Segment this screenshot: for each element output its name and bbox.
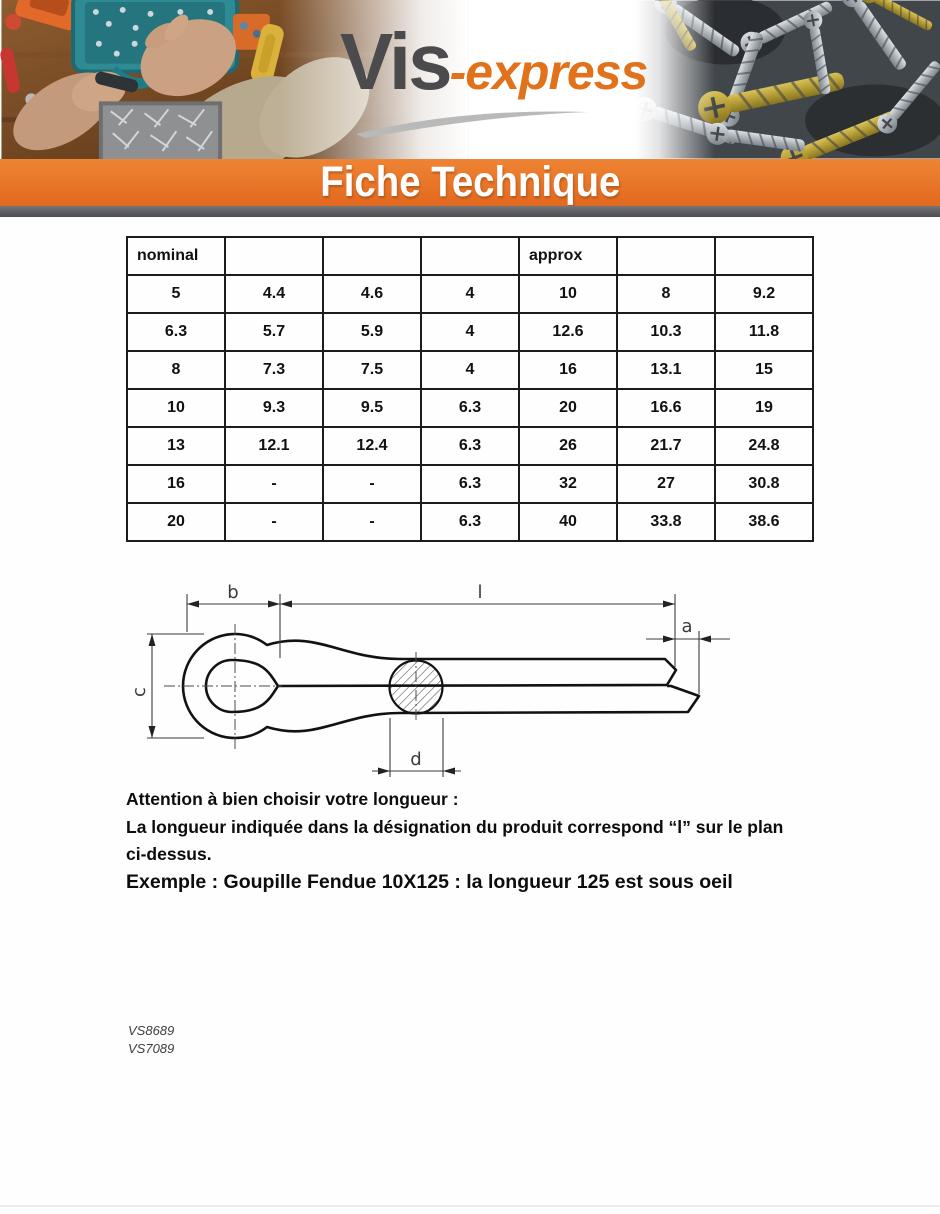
table-cell: 12.6	[519, 313, 617, 351]
table-cell: -	[323, 465, 421, 503]
table-cell: 12.4	[323, 427, 421, 465]
product-code: VS8689	[128, 1023, 175, 1038]
table-cell: -	[225, 503, 323, 541]
table-row	[127, 503, 813, 541]
table-cell: 4	[421, 313, 519, 351]
table-cell: 9.5	[323, 389, 421, 427]
table-cell: 32	[519, 465, 617, 503]
banner	[0, 159, 940, 206]
table-cell: 24.8	[715, 427, 813, 465]
brand-logo	[340, 16, 680, 136]
table-cell: 13.1	[617, 351, 715, 389]
table-cell: 30.8	[715, 465, 813, 503]
brand-name-dark: Vis	[340, 17, 450, 106]
table-cell: 9.3	[225, 389, 323, 427]
table-header-cell	[715, 237, 813, 275]
bottom-rule	[0, 1205, 940, 1207]
table-cell: 9.2	[715, 275, 813, 313]
table-cell: 6.3	[421, 465, 519, 503]
divider-bar	[0, 206, 940, 217]
product-codes	[128, 1022, 174, 1058]
table-row	[127, 389, 813, 427]
table-cell: 6.3	[421, 427, 519, 465]
screws-photo	[635, 0, 940, 159]
table-cell: 38.6	[715, 503, 813, 541]
table-cell: 16	[127, 465, 225, 503]
table-cell: 20	[519, 389, 617, 427]
dimension-label-l: l	[477, 582, 483, 603]
note-line: La longueur indiquée dans la désignation du produit correspond “l” sur le plan	[126, 816, 784, 837]
table-header-cell: approx	[519, 237, 617, 275]
table-cell: 10.3	[617, 313, 715, 351]
header	[0, 0, 940, 159]
dimension-label-d: d	[410, 749, 422, 770]
spec-table	[126, 236, 814, 542]
table-cell: 15	[715, 351, 813, 389]
table-cell: 7.3	[225, 351, 323, 389]
table-header-cell	[225, 237, 323, 275]
length-notes	[126, 786, 856, 896]
table-cell: 10	[127, 389, 225, 427]
dimension-label-b: b	[227, 582, 239, 603]
table-cell: 5.9	[323, 313, 421, 351]
table-cell: 12.1	[225, 427, 323, 465]
table-cell: 6.3	[421, 503, 519, 541]
dimension-label-c: c	[129, 687, 150, 697]
table-cell: 5	[127, 275, 225, 313]
table-cell: 5.7	[225, 313, 323, 351]
table-cell: -	[323, 503, 421, 541]
table-cell: 40	[519, 503, 617, 541]
note-line: ci-dessus.	[126, 844, 212, 864]
table-cell: 7.5	[323, 351, 421, 389]
dimension-label-a: a	[681, 616, 693, 637]
table-cell: 4	[421, 351, 519, 389]
cotter-pin-diagram	[120, 568, 740, 780]
table-cell: 11.8	[715, 313, 813, 351]
table-cell: 4.6	[323, 275, 421, 313]
table-cell: 4	[421, 275, 519, 313]
table-row	[127, 427, 813, 465]
table-cell: 13	[127, 427, 225, 465]
table-row	[127, 465, 813, 503]
note-line: Attention à bien choisir votre longueur :	[126, 789, 459, 809]
table-row	[127, 351, 813, 389]
banner-title: Fiche Technique	[319, 158, 621, 206]
table-row	[127, 313, 813, 351]
table-cell: 21.7	[617, 427, 715, 465]
table-cell: 10	[519, 275, 617, 313]
table-header-cell	[323, 237, 421, 275]
table-header-cell: nominal	[127, 237, 225, 275]
table-row	[127, 275, 813, 313]
table-cell: 26	[519, 427, 617, 465]
table-cell: 19	[715, 389, 813, 427]
note-example: Exemple : Goupille Fendue 10X125 : la longueur 125 est sous oeil	[126, 870, 733, 893]
table-cell: 16.6	[617, 389, 715, 427]
table-cell: 8	[617, 275, 715, 313]
table-cell: 16	[519, 351, 617, 389]
table-cell: 8	[127, 351, 225, 389]
table-header-row	[127, 237, 813, 275]
table-cell: 27	[617, 465, 715, 503]
table-header-cell	[421, 237, 519, 275]
table-cell: 4.4	[225, 275, 323, 313]
product-code: VS7089	[128, 1041, 175, 1056]
table-cell: 6.3	[421, 389, 519, 427]
table-cell: 33.8	[617, 503, 715, 541]
table-cell: 6.3	[127, 313, 225, 351]
table-cell: 20	[127, 503, 225, 541]
table-cell: -	[225, 465, 323, 503]
logo-swoosh-icon	[352, 106, 642, 140]
brand-name-accent: -express	[449, 44, 648, 100]
table-header-cell	[617, 237, 715, 275]
